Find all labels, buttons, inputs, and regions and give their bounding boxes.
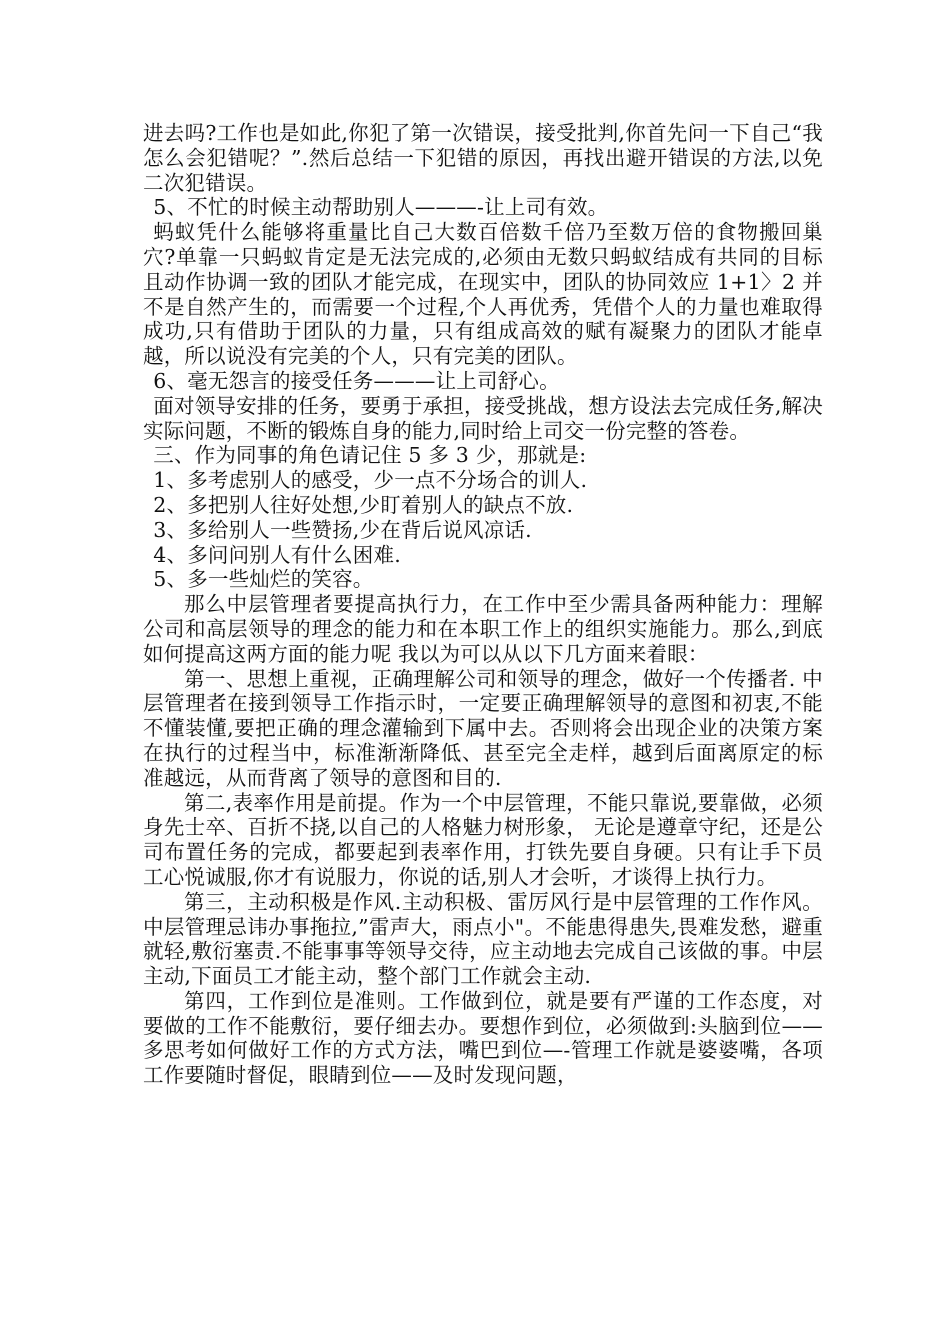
list-item: 5、多一些灿烂的笑容。 [153, 567, 374, 592]
list-item: 3、多给别人一些赞扬,少在背后说风凉话. [153, 517, 532, 542]
paragraph: 第二,表率作用是前提。作为一个中层管理，不能只靠说,要靠做，必须身先士卒、百折不挠,以自己的人格魅力树形象， 无论是遵章守纪，还是公司布置任务的完成，都要起到表率作用，打铁先要自身硬。只有让手下员工心悦诚服,你才有说服力，你说的话,别人才会听，才谈得上执行力。 [143, 790, 823, 889]
paragraph: 第四，工作到位是准则。工作做到位，就是要有严谨的工作态度，对要做的工作不能敷衍，要仔细去办。要想作到位，必须做到:头脑到位——多思考如何做好工作的方式方法，嘴巴到位—-管理工作就是婆婆嘴，各项工作要随时督促，眼睛到位——及时发现问题， [143, 988, 823, 1088]
list-item: 6、毫无怨言的接受任务———让上司舒心。 [153, 368, 560, 393]
paragraph: 那么中层管理者要提高执行力，在工作中至少需具备两种能力：理解公司和高层领导的理念的能力和在本职工作上的组织实施能力。那么,到底如何提高这两方面的能力呢 我以为可以从以下几方面来着眼： [143, 592, 823, 666]
paragraph: 蚂蚁凭什么能够将重量比自己大数百倍数千倍乃至数万倍的食物搬回巢穴?单靠一只蚂蚁肯定是无法完成的,必须由无数只蚂蚁结成有共同的目标且动作协调一致的团队才能完成，在现实中，团队的协同效应 1+1〉2 并不是自然产生的，而需要一个过程,个人再优秀，凭借个人的力量也难取得成功,只有借助于团队的力量，只有组成高效的赋有凝聚力的团队才能卓越，所以说没有完美的个人，只有完美的团队。 [143, 220, 823, 369]
paragraph: 第一、思想上重视，正确理解公司和领导的理念，做好一个传播者. 中层管理者在接到领导工作指示时，一定要正确理解领导的意图和初衷,不能不懂装懂,要把正确的理念灌输到下属中去。否则将会出现企业的决策方案在执行的过程当中，标准渐渐降低、甚至完全走样，越到后面离原定的标准越远，从而背离了领导的意图和目的. [143, 666, 823, 790]
paragraph-continuation: 进去吗?工作也是如此,你犯了第一次错误，接受批判,你首先问一下自己“我怎么会犯错呢？”.然后总结一下犯错的原因，再找出避开错误的方法,以免二次犯错误。 [143, 121, 823, 195]
list-item: 4、多问问别人有什么困难. [153, 542, 401, 567]
list-item: 2、多把别人往好处想,少盯着别人的缺点不放. [153, 492, 574, 517]
paragraph: 面对领导安排的任务，要勇于承担，接受挑战，想方设法去完成任务,解决实际问题，不断的锻炼自身的能力,同时给上司交一份完整的答卷。 [143, 393, 823, 443]
list-item: 5、不忙的时候主动帮助别人———-让上司有效。 [153, 195, 609, 220]
document-body [143, 121, 823, 1088]
section-heading: 三、作为同事的角色请记住 5 多 3 少，那就是: [153, 443, 587, 468]
list-item: 1、多考虑别人的感受，少一点不分场合的训人. [153, 468, 588, 493]
paragraph: 第三，主动积极是作风.主动积极、雷厉风行是中层管理的工作作风。中层管理忌讳办事拖拉,”雷声大，雨点小"。不能患得患失,畏难发愁，避重就轻,敷衍塞责.不能事事等领导交待，应主动地去完成自己该做的事。中层主动,下面员工才能主动，整个部门工作就会主动. [143, 889, 823, 989]
